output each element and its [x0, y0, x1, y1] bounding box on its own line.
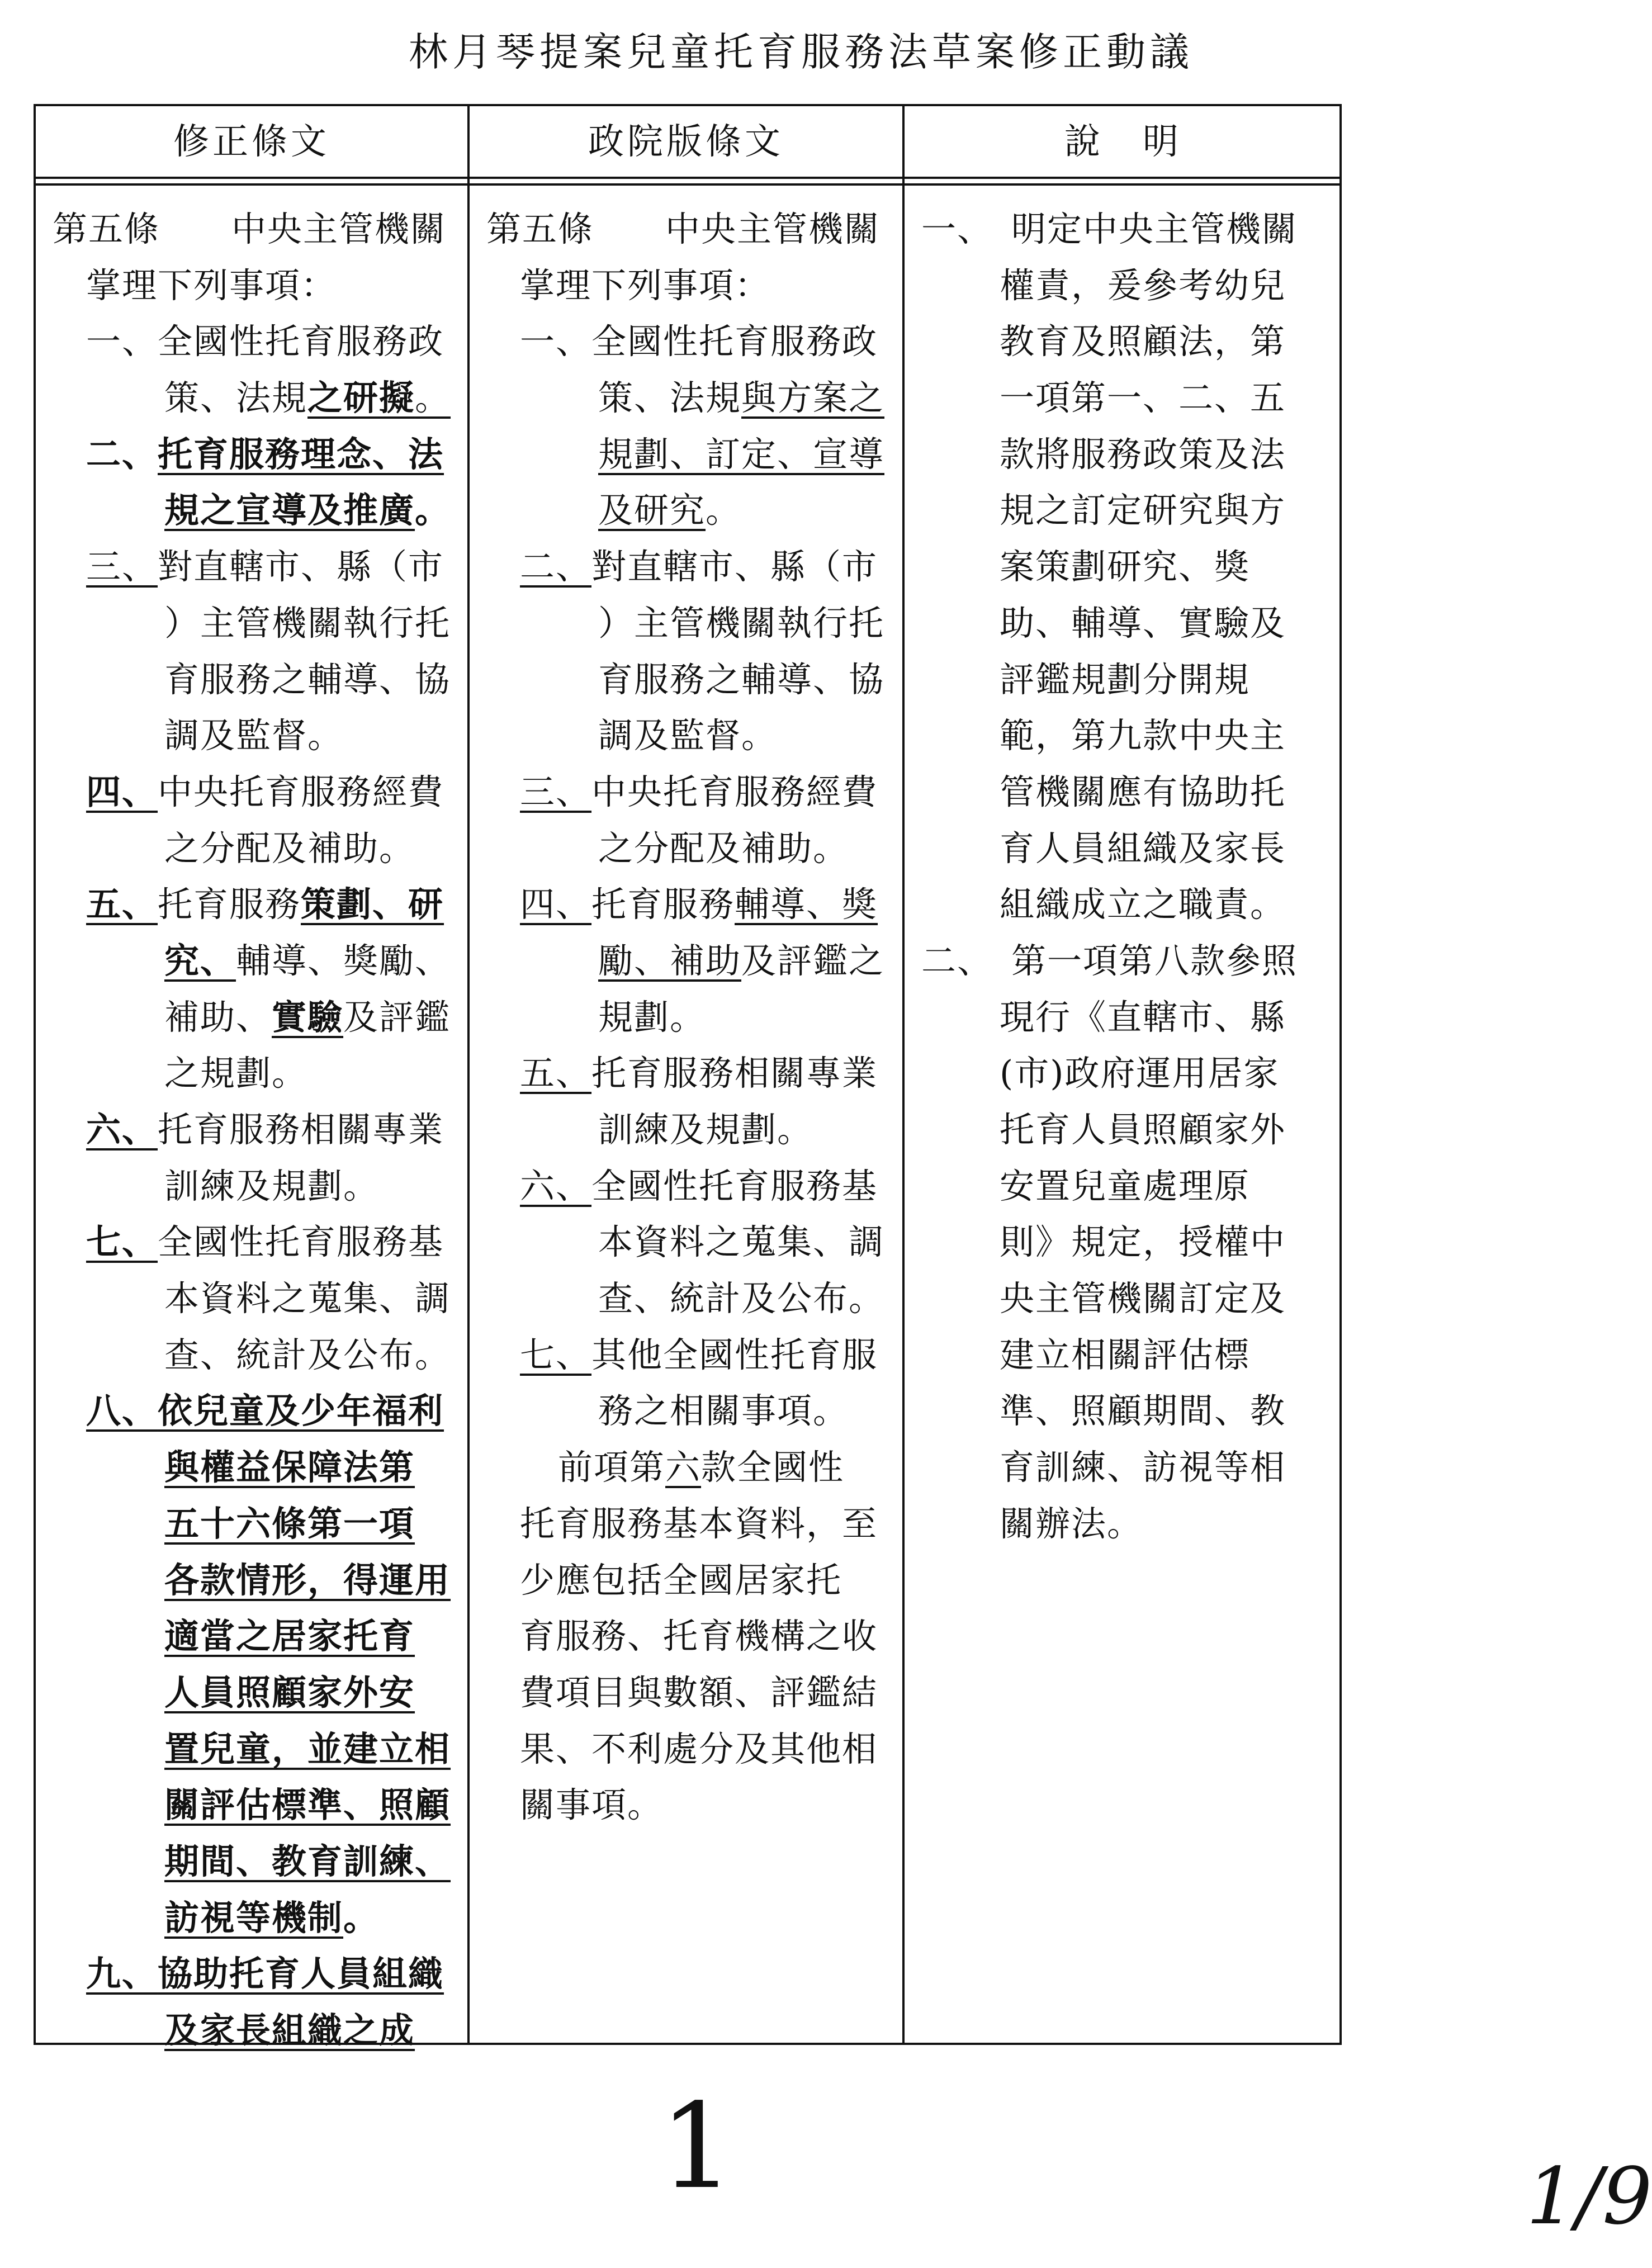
amended-text: 究、 [164, 940, 236, 981]
item-prefix: 一、 [86, 321, 158, 362]
explanation-line: 現行《直轄市、縣 [1000, 996, 1286, 1038]
article-number: 第五條 [53, 209, 160, 249]
explanation-text: 第一項第八款參照 [1011, 940, 1298, 981]
item-line [53, 427, 461, 483]
item-line [486, 1045, 894, 1102]
article-heading [53, 201, 461, 258]
explanation-prefix: 一、 [921, 209, 976, 249]
changed-text: 輔導、獎 [735, 884, 878, 925]
item-text: 中央托育服務經費 [158, 771, 444, 812]
amended-text: 各款情形，得運用 [164, 1559, 451, 1601]
explanation-line: 育訓練、訪視等相 [1000, 1447, 1286, 1488]
item-line [486, 1158, 894, 1215]
explanation-line: 助、輔導、實驗及 [1000, 602, 1286, 643]
amended-text: 。 [415, 377, 451, 419]
item-text: 托育服務 [158, 884, 301, 925]
amended-text: 期間、教育訓練、 [164, 1840, 451, 1882]
item-line: 訓練及規劃。 [598, 1109, 813, 1150]
item-text: 輔導、獎勵、 [236, 940, 451, 981]
item-line: 規劃。 [598, 996, 706, 1038]
item-text: 對直轄市、縣（市 [591, 546, 878, 588]
document-title: 林月琴提案兒童托育服務法草案修正動議 [409, 29, 1194, 75]
amended-text: 實驗 [272, 996, 344, 1038]
item-prefix: 六、 [86, 1109, 158, 1150]
item-prefix: 五、 [520, 1053, 592, 1094]
item-line [486, 764, 894, 821]
amended-text: 之研擬 [307, 377, 415, 419]
explanation-line: 組織成立之職責。 [1000, 884, 1286, 925]
column-divider [902, 106, 905, 2043]
item-line [486, 877, 894, 933]
explanation-line: 關辦法。 [1000, 1503, 1143, 1544]
amended-text: 與權益保障法第 [164, 1447, 415, 1488]
item-prefix: 七、 [86, 1221, 158, 1263]
item-prefix: 四、 [520, 884, 592, 925]
item-text: 其他全國性托育服 [591, 1334, 878, 1375]
item-text: 全國性托育服務政 [158, 321, 444, 362]
item-line [53, 482, 461, 539]
paragraph-line: 托育服務基本資料，至 [520, 1503, 878, 1544]
item-line [486, 1327, 894, 1384]
item-line [486, 314, 894, 370]
item-line [53, 1552, 461, 1609]
item-line: 調及監督。 [164, 715, 344, 756]
amended-text: 人員照顧家外安 [164, 1672, 415, 1713]
item-text: 托育服務相關專業 [591, 1053, 878, 1094]
paragraph-line [486, 1440, 894, 1496]
item-line: 查、統計及公布。 [598, 1278, 885, 1319]
item-prefix: 二、 [520, 546, 592, 588]
item-line: 育服務之輔導、協 [164, 659, 451, 700]
item-text: 全國性托育服務政 [591, 321, 878, 362]
explanation-line [921, 201, 1335, 258]
item-prefix: 一、 [520, 321, 592, 362]
item-prefix: 四、 [86, 771, 158, 812]
item-line: 調及監督。 [598, 715, 778, 756]
item-prefix: 八、 [86, 1390, 158, 1432]
explanation-line: 育人員組織及家長 [1000, 827, 1286, 869]
column-divider [467, 106, 470, 2043]
header-rule [36, 177, 1339, 179]
changed-text: 與方案之 [741, 377, 885, 419]
changed-text: 及研究 [598, 490, 706, 531]
item-line: 訓練及規劃。 [164, 1165, 380, 1206]
amended-text: 依兒童及少年福利 [158, 1390, 444, 1432]
explanation-line: 款將服務政策及法 [1000, 433, 1286, 475]
paragraph-line: 費項目與數額、評鑑結 [520, 1672, 878, 1713]
article-heading [486, 201, 894, 258]
item-text: 策、法規 [598, 377, 742, 419]
item-text: 。 [706, 490, 742, 531]
explanation-prefix: 二、 [921, 940, 976, 981]
article-intro: 中央主管機關 [665, 209, 881, 249]
paragraph-line: 關事項。 [520, 1784, 664, 1826]
page-number: 1 [660, 2078, 735, 2215]
item-prefix: 九、 [86, 1953, 158, 1995]
amended-text: 托育服務理念、法 [158, 433, 444, 475]
item-text: 及評鑑 [343, 996, 451, 1038]
item-line [53, 1665, 461, 1721]
item-line: 查、統計及公布。 [164, 1334, 451, 1375]
paragraph-text: 前項第 [558, 1447, 666, 1488]
explanation-line: 規之訂定研究與方 [1000, 490, 1286, 531]
item-line: 本資料之蒐集、調 [598, 1221, 885, 1263]
item-prefix: 二、 [86, 433, 158, 475]
explanation-line: 一項第一、二、五 [1000, 377, 1286, 419]
amended-text: 訪視等機制 [164, 1897, 344, 1938]
item-line [53, 1102, 461, 1158]
item-line [53, 1383, 461, 1440]
comparison-table [34, 104, 1342, 2051]
item-line [53, 1496, 461, 1552]
explanation-line: 教育及照顧法，第 [1000, 321, 1286, 362]
header-revised-articles: 修正條文 [173, 121, 330, 163]
explanation-line [921, 933, 1335, 989]
item-line [486, 482, 894, 539]
explanation-line: (市)政府運用居家 [1000, 1053, 1280, 1094]
item-line [53, 2002, 461, 2059]
item-line [53, 764, 461, 821]
changed-text: 規劃、訂定、宣導 [598, 433, 885, 475]
item-line: ）主管機關執行托 [598, 602, 885, 643]
item-text: 托育服務 [591, 884, 735, 925]
item-text: 及評鑑之 [741, 940, 885, 981]
item-line [53, 1214, 461, 1271]
amended-text: 關評估標準、照顧 [164, 1784, 451, 1826]
explanation-text: 明定中央主管機關 [1011, 209, 1298, 249]
changed-text: 勵、補助 [598, 940, 742, 981]
explanation-line: 評鑑規劃分開規 [1000, 659, 1251, 700]
paragraph-line: 育服務、托育機構之收 [520, 1616, 878, 1657]
header-executive-version: 政院版條文 [588, 121, 784, 163]
explanation-line: 管機關應有協助托 [1000, 771, 1286, 812]
item-prefix: 六、 [520, 1165, 592, 1206]
item-prefix: 五、 [86, 884, 158, 925]
item-line [53, 539, 461, 595]
paragraph-line: 少應包括全國居家托 [520, 1559, 842, 1601]
explanation-line: 安置兒童處理原 [1000, 1165, 1251, 1206]
item-prefix: 三、 [86, 546, 158, 588]
item-line [53, 1721, 461, 1778]
item-line: 之規劃。 [164, 1053, 308, 1094]
amended-text: 適當之居家托育 [164, 1616, 415, 1657]
item-text: 中央托育服務經費 [591, 771, 878, 812]
item-text: 。 [343, 1897, 380, 1938]
item-line [486, 933, 894, 989]
explanation-line: 範，第九款中央主 [1000, 715, 1286, 756]
explanation-line: 托育人員照顧家外 [1000, 1109, 1286, 1150]
item-line [53, 1834, 461, 1890]
explanation-column [921, 201, 1335, 1552]
amended-text: 五十六條第一項 [164, 1503, 415, 1544]
item-prefix: 三、 [520, 771, 592, 812]
article-number: 第五條 [486, 209, 594, 249]
item-line [53, 1777, 461, 1834]
item-text: 策、法規 [164, 377, 308, 419]
amended-text: 規之宣導及推廣 [164, 490, 415, 531]
item-line [53, 314, 461, 370]
amended-text: 協助托育人員組織 [158, 1953, 444, 1995]
item-text: 對直轄市、縣（市 [158, 546, 444, 588]
amended-text: 置兒童，並建立相 [164, 1728, 451, 1769]
item-text: 全國性托育服務基 [591, 1165, 878, 1206]
executive-version-column [486, 201, 894, 1834]
item-text: 全國性托育服務基 [158, 1221, 444, 1263]
revised-articles-column [53, 201, 461, 2059]
item-text: 。 [415, 490, 451, 531]
header-rule [36, 183, 1339, 186]
item-line: 育服務之輔導、協 [598, 659, 885, 700]
article-intro-line: 掌理下列事項： [520, 264, 771, 306]
explanation-line: 則》規定，授權中 [1000, 1221, 1286, 1263]
explanation-line: 建立相關評估標 [1000, 1334, 1251, 1375]
item-line: 之分配及補助。 [598, 827, 849, 869]
article-intro-line: 掌理下列事項： [86, 264, 337, 306]
item-line: ）主管機關執行托 [164, 602, 451, 643]
item-line: 本資料之蒐集、調 [164, 1278, 451, 1319]
item-line [486, 427, 894, 483]
item-line [53, 933, 461, 989]
item-line [53, 370, 461, 427]
item-prefix: 七、 [520, 1334, 592, 1375]
explanation-line: 準、照顧期間、教 [1000, 1390, 1286, 1432]
changed-text: 六 [665, 1447, 702, 1488]
item-line [53, 989, 461, 1046]
amended-text: 及家長組織之成 [164, 2010, 415, 2051]
paragraph-line: 果、不利處分及其他相 [520, 1728, 878, 1769]
item-line [53, 1440, 461, 1496]
item-line [486, 370, 894, 427]
header-explanation: 說 明 [1064, 121, 1182, 163]
item-line [53, 1608, 461, 1665]
item-text: 補助、 [164, 996, 272, 1038]
paragraph-text: 款全國性 [701, 1447, 845, 1488]
explanation-line: 案策劃研究、獎 [1000, 546, 1251, 588]
item-line [53, 877, 461, 933]
item-line: 之分配及補助。 [164, 827, 415, 869]
amended-text: 策劃、研 [301, 884, 444, 925]
page-count: 1/9 [1526, 2151, 1652, 2242]
item-line [53, 1946, 461, 2002]
item-line [53, 1890, 461, 1947]
explanation-line: 權責，爰參考幼兒 [1000, 264, 1286, 306]
item-line [486, 539, 894, 595]
explanation-line: 央主管機關訂定及 [1000, 1278, 1286, 1319]
article-intro: 中央主管機關 [231, 209, 447, 249]
item-line: 務之相關事項。 [598, 1390, 849, 1432]
item-text: 托育服務相關專業 [158, 1109, 444, 1150]
